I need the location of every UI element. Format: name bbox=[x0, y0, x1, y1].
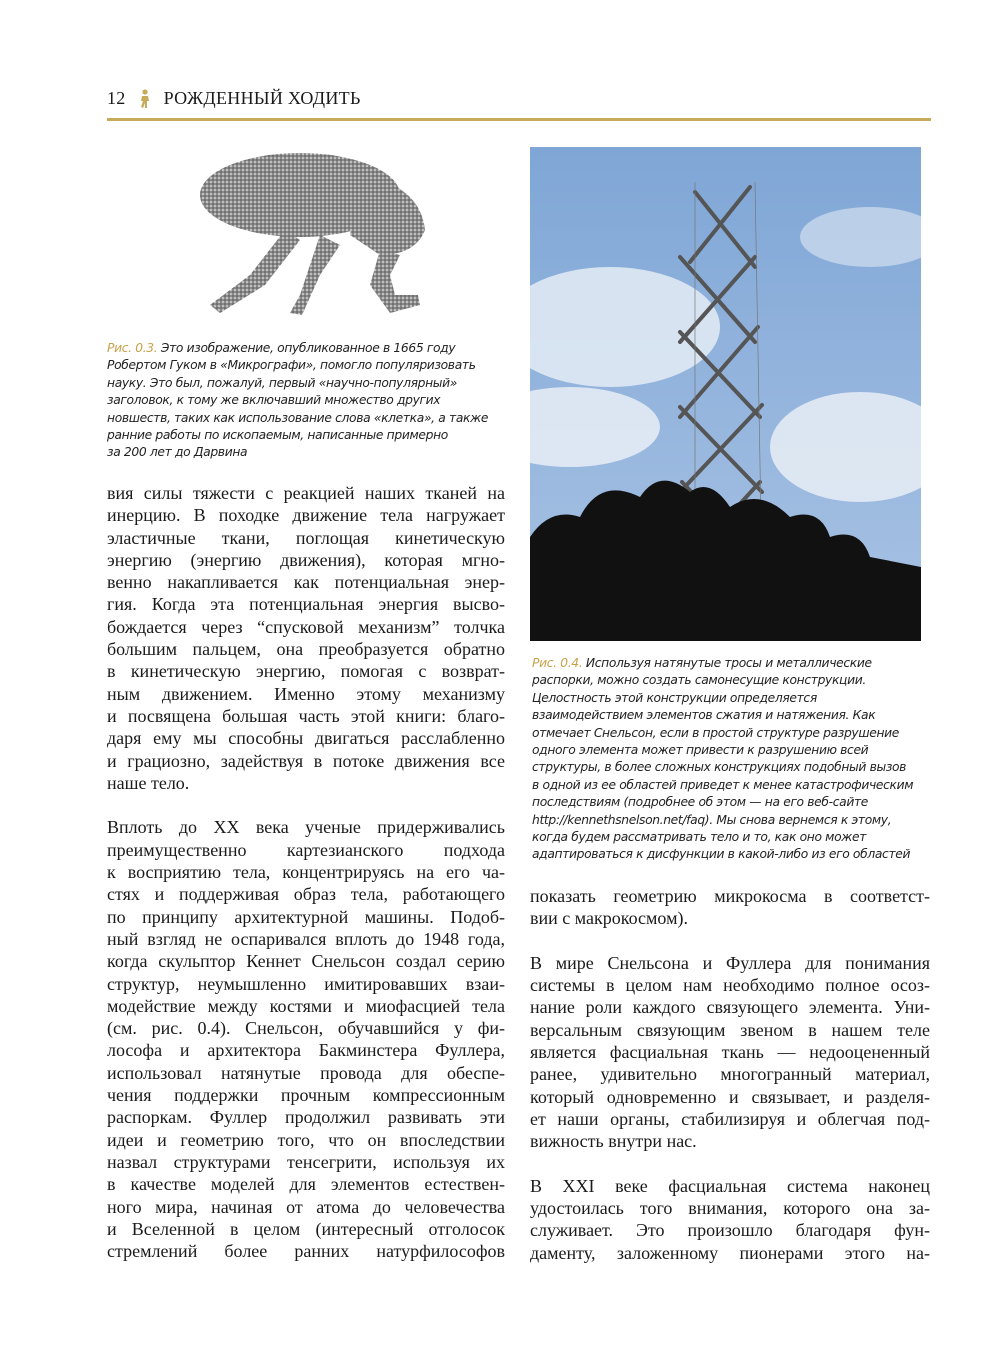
text-line: и посвящена большая часть этой книги: благо- bbox=[107, 705, 505, 726]
caption-text: отмечает Снельсон, если в простой структуре разрушение bbox=[532, 725, 899, 740]
caption-line bbox=[532, 829, 932, 846]
paragraph bbox=[107, 816, 505, 1262]
text-line: эластичные ткани, поглощая кинетическую bbox=[107, 527, 505, 548]
text-line: в кинетическую энергию, помогая с возврат- bbox=[107, 661, 505, 682]
right-column-text bbox=[530, 885, 930, 1286]
caption-line bbox=[532, 759, 932, 776]
header-rule bbox=[107, 118, 931, 121]
text-line: энергию (энергию движения), которая мгно- bbox=[107, 549, 505, 570]
text-line: вии с макрокосмом). bbox=[530, 908, 688, 929]
text-line: удостоилась того внимания, которого она за- bbox=[530, 1198, 930, 1219]
paragraph bbox=[530, 885, 930, 930]
text-line: структур, неумышленно имитировавших взаи- bbox=[107, 973, 505, 994]
text-line: ного мира, начиная от атома до человечества bbox=[107, 1196, 505, 1217]
text-line: Вплоть до XX века ученые придерживались bbox=[107, 817, 505, 838]
tensegrity-tower-photo bbox=[530, 147, 921, 641]
caption-text: Робертом Гуком в «Микрографи», помогло популяризовать bbox=[107, 358, 476, 373]
caption-line bbox=[532, 742, 932, 759]
text-line: В XXI веке фасциальная система наконец bbox=[530, 1175, 930, 1196]
running-header bbox=[107, 88, 361, 109]
caption-line bbox=[107, 410, 507, 427]
caption-line bbox=[532, 707, 932, 724]
caption-line bbox=[107, 444, 507, 461]
page-number: 12 bbox=[107, 88, 126, 108]
text-line: и грациозно, задействуя в потоке движения все bbox=[107, 750, 505, 771]
text-line: является фасциальная ткань — недооцененный bbox=[530, 1042, 930, 1063]
text-line: (см. рис. 0.4). Снельсон, обучавшийся у фи- bbox=[107, 1018, 505, 1039]
text-line: распоркам. Фуллер продолжил развивать эти bbox=[107, 1107, 505, 1128]
text-line: большим пальцем, она преобразуется обратно bbox=[107, 639, 505, 660]
flea-illustration bbox=[190, 145, 435, 330]
text-line: показать геометрию микрокосма в соответст- bbox=[530, 886, 930, 906]
text-line: идеи и геометрию того, что он впоследствии bbox=[107, 1129, 505, 1150]
text-line: В мире Снельсона и Фуллера для понимания bbox=[530, 952, 930, 973]
text-line: преимущественно картезианского подхода bbox=[107, 839, 505, 860]
text-line: бождается через “спусковой механизм” толчка bbox=[107, 616, 505, 637]
text-line: инерцию. В походке движение тела нагружает bbox=[107, 505, 505, 526]
text-line: даменту, заложенному пионерами этого на- bbox=[530, 1242, 930, 1263]
caption-text: одного элемента может привести к разрушению всей bbox=[532, 743, 869, 758]
text-line: нание роли каждого связующего элемента. Уни- bbox=[530, 997, 930, 1018]
caption-line bbox=[107, 340, 507, 357]
text-line: модействие между костями и миофасцией тела bbox=[107, 995, 505, 1016]
left-column-text bbox=[107, 482, 505, 1285]
caption-text: за 200 лет до Дарвина bbox=[107, 445, 248, 460]
caption-line bbox=[532, 690, 932, 707]
paragraph bbox=[530, 1175, 930, 1264]
caption-text: Используя натянутые тросы и металлические bbox=[582, 656, 872, 670]
figure-0-4-caption bbox=[532, 655, 932, 864]
text-line: когда скульптор Кеннет Снельсон создал серию bbox=[107, 951, 505, 972]
caption-text: http://kennethsnelson.net/faq). Мы снова вернемся к этому, bbox=[532, 812, 892, 827]
text-line: стремлений более ранних натурфилософов bbox=[107, 1241, 505, 1262]
paragraph bbox=[107, 482, 505, 794]
figure-label: Рис. 0.3. bbox=[107, 341, 158, 355]
caption-text: науку. Это был, пожалуй, первый «научно-популярный» bbox=[107, 375, 458, 390]
text-line: даря ему мы способны двигаться расслабленно bbox=[107, 728, 505, 749]
caption-text: Целостность этой конструкции определяется bbox=[532, 690, 817, 705]
caption-line bbox=[107, 427, 507, 444]
caption-text: распорки, можно создать самонесущие конструкции. bbox=[532, 673, 866, 688]
caption-text: когда будем рассматривать тело и то, как оно может bbox=[532, 830, 867, 845]
text-line: который одновременно и связывает, и разделя- bbox=[530, 1086, 930, 1107]
text-line: стях и поддерживая образ тела, работающего bbox=[107, 884, 505, 905]
text-line: использовал натянутые провода для обеспе- bbox=[107, 1062, 505, 1083]
text-line: системы в целом нам необходимо полное осоз- bbox=[530, 975, 930, 996]
paragraph bbox=[530, 952, 930, 1153]
caption-line bbox=[532, 846, 932, 863]
text-line: в качестве моделей для элементов естествен- bbox=[107, 1174, 505, 1195]
caption-text: взаимодействием элементов сжатия и натяжения. Как bbox=[532, 708, 876, 723]
text-line: по принципу архитектурной машины. Подоб- bbox=[107, 906, 505, 927]
caption-line bbox=[107, 392, 507, 409]
text-line: ранее, удивительно многогранный материал, bbox=[530, 1064, 930, 1085]
text-line: ет наши органы, стабилизируя и облегчая под- bbox=[530, 1108, 930, 1129]
caption-text: структуры, в более сложных конструкциях подобный вызов bbox=[532, 760, 907, 775]
text-line: вижность внутри нас. bbox=[530, 1131, 697, 1152]
running-title: РОЖДЕННЫЙ ХОДИТЬ bbox=[163, 88, 361, 108]
text-line: и Вселенной в целом (интересный отголосок bbox=[107, 1218, 505, 1239]
caption-line bbox=[532, 794, 932, 811]
caption-text: ранние работы по ископаемым, написанные примерно bbox=[107, 428, 448, 443]
text-line: гия. Когда эта потенциальная энергия высво- bbox=[107, 594, 505, 615]
figure-0-3-caption bbox=[107, 340, 507, 462]
text-line: вия силы тяжести с реакцией наших тканей на bbox=[107, 483, 505, 503]
caption-text: последствиям (подробнее об этом — на его веб-сайте bbox=[532, 795, 868, 810]
text-line: чения поддержки прочным компрессионным bbox=[107, 1085, 505, 1106]
figure-label: Рис. 0.4. bbox=[532, 656, 583, 670]
text-line: к восприятию тела, концентрируясь на его ча- bbox=[107, 862, 505, 883]
text-line: лософа и архитектора Бакминстера Фуллера, bbox=[107, 1040, 505, 1061]
text-line: венно накапливается как потенциальная энер- bbox=[107, 572, 505, 593]
caption-text: новшеств, таких как использование слова «клетка», а также bbox=[107, 410, 489, 425]
text-line: версальным связующим звеном в нашем теле bbox=[530, 1019, 930, 1040]
caption-line bbox=[532, 672, 932, 689]
caption-line bbox=[532, 812, 932, 829]
caption-line bbox=[532, 777, 932, 794]
caption-text: адаптироваться к дисфункции в какой-либо из его областей bbox=[532, 847, 911, 862]
caption-text: в одной из ее областей приведет к менее катастрофическим bbox=[532, 777, 914, 792]
caption-line bbox=[107, 375, 507, 392]
caption-line bbox=[107, 357, 507, 374]
text-line: ный взгляд не оспаривался вплоть до 1948 года, bbox=[107, 928, 505, 949]
text-line: ным движением. Именно этому механизму bbox=[107, 683, 505, 704]
caption-text: заголовок, к тому же включавший множество других bbox=[107, 393, 441, 408]
walking-figure-icon bbox=[138, 89, 152, 109]
caption-text: Это изображение, опубликованное в 1665 году bbox=[157, 341, 456, 355]
text-line: назвал структурами тенсегрити, используя их bbox=[107, 1151, 505, 1172]
text-line: наше тело. bbox=[107, 772, 190, 793]
text-line: служивает. Это произошло благодаря фун- bbox=[530, 1220, 930, 1241]
caption-line bbox=[532, 655, 932, 672]
caption-line bbox=[532, 725, 932, 742]
